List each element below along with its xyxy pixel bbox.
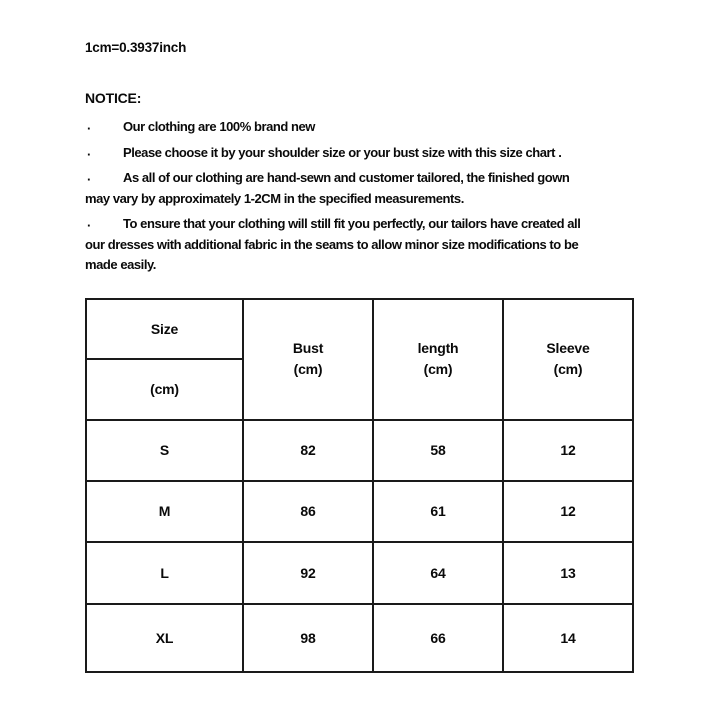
sleeve-cell: 13 bbox=[503, 542, 633, 604]
notice-line: Our clothing are 100% brand new bbox=[123, 119, 315, 134]
conversion-note: 1cm=0.3937inch bbox=[85, 40, 187, 55]
notice-list bbox=[85, 117, 635, 276]
bullet-dot: · bbox=[87, 146, 92, 162]
notice-line: our dresses with additional fabric in the seams to allow minor size modifications to be bbox=[85, 236, 579, 252]
bust-cell: 92 bbox=[243, 542, 373, 604]
bust-cell: 86 bbox=[243, 481, 373, 542]
header-size-unit-cell: (cm) bbox=[86, 359, 243, 420]
length-cell: 58 bbox=[373, 420, 503, 481]
sleeve-cell: 14 bbox=[503, 604, 633, 672]
table-row-m bbox=[86, 481, 633, 542]
length-cell: 66 bbox=[373, 604, 503, 672]
size-cell: S bbox=[86, 420, 243, 481]
table-row-s bbox=[86, 420, 633, 481]
notice-line: As all of our clothing are hand-sewn and customer tailored, the finished gown bbox=[123, 170, 570, 185]
notice-line: made easily. bbox=[85, 257, 156, 272]
notice-title: NOTICE: bbox=[85, 90, 142, 106]
size-chart-table bbox=[85, 298, 634, 673]
notice-item bbox=[85, 168, 635, 209]
header-bust-label: Bust bbox=[292, 340, 324, 356]
header-length-cell bbox=[373, 299, 503, 420]
header-bust-cell bbox=[243, 299, 373, 420]
notice-line: To ensure that your clothing will still fit you perfectly, our tailors have created all bbox=[123, 216, 581, 231]
header-size-cell: Size bbox=[86, 299, 243, 359]
bullet-dot: · bbox=[87, 172, 92, 187]
size-cell: L bbox=[86, 542, 243, 604]
table-row-xl bbox=[86, 604, 633, 672]
notice-line: may vary by approximately 1-2CM in the specified measurements. bbox=[85, 190, 464, 206]
bust-cell: 98 bbox=[243, 604, 373, 672]
header-bust-unit: (cm) bbox=[293, 361, 323, 377]
bullet-dot: · bbox=[87, 121, 92, 136]
header-sleeve-unit: (cm) bbox=[553, 361, 583, 377]
header-length-unit: (cm) bbox=[423, 361, 453, 377]
size-cell: XL bbox=[86, 604, 243, 672]
notice-line: Please choose it by your shoulder size or your bust size with this size chart . bbox=[123, 144, 562, 160]
notice-item bbox=[85, 143, 635, 164]
sleeve-cell: 12 bbox=[503, 481, 633, 542]
header-length-label: length bbox=[417, 340, 459, 356]
bust-cell: 82 bbox=[243, 420, 373, 481]
header-sleeve-cell bbox=[503, 299, 633, 420]
header-sleeve-label: Sleeve bbox=[546, 340, 590, 356]
notice-item bbox=[85, 117, 635, 138]
table-row-l bbox=[86, 542, 633, 604]
header-row-top bbox=[86, 299, 633, 359]
bullet-dot: · bbox=[87, 218, 92, 233]
notice-item bbox=[85, 214, 635, 276]
sleeve-cell: 12 bbox=[503, 420, 633, 481]
length-cell: 64 bbox=[373, 542, 503, 604]
size-cell: M bbox=[86, 481, 243, 542]
length-cell: 61 bbox=[373, 481, 503, 542]
